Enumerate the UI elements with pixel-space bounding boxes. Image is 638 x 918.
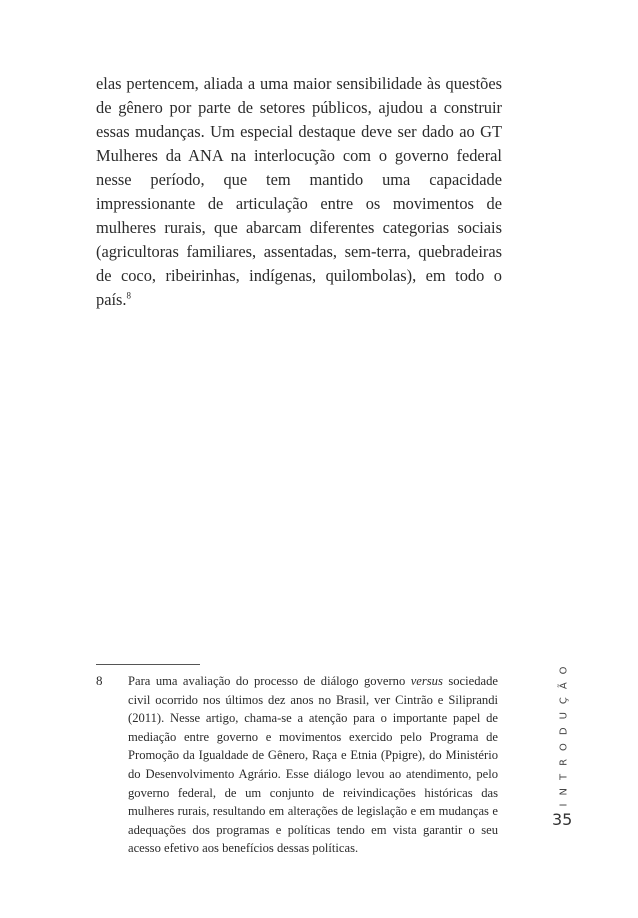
section-label [557, 656, 571, 808]
footnote-text-part-1: Para uma avaliação do processo de diálogo governo [128, 674, 411, 688]
footnote [96, 672, 498, 858]
footnote-number: 8 [96, 673, 103, 688]
footnote-text-part-2: sociedade civil ocorrido nos últimos dez anos no Brasil, ver Cintrão e Siliprandi (2011). Nesse artigo, chama-se a atenção para o importante papel de mediação entre governo e movimentos exercido pelo Programa de Promoção da Igualdade de Gênero, Raça e Etnia (Ppigre), do Ministério do Desenvolvimento Agrário. Esse diálogo levou ao atendimento, pelo governo federal, de um conjunto de reivindicações históricas das mulheres rurais, resultando em alterações de legislação e em mudanças e adequações dos programas e políticas tendo em vista garantir o seu acesso efetivo aos benefícios dessas políticas. [128, 674, 498, 856]
body-paragraph [96, 72, 502, 312]
section-label-text: INTRODUÇÃO [558, 658, 570, 806]
page-number: 35 [552, 810, 573, 829]
footnote-divider [96, 664, 200, 665]
body-text: elas pertencem, aliada a uma maior sensibilidade às questões de gênero por parte de setores públicos, ajudou a construir essas mudanças. Um especial destaque deve ser dado ao GT Mulheres da ANA na interlocução com o governo federal nesse período, que tem mantido uma capacidade impressionante de articulação entre os movimentos de mulheres rurais, que abarcam diferentes categorias sociais (agricultoras familiares, assentadas, sem-terra, quebradeiras de coco, ribeirinhas, indígenas, quilombolas), em todo o país. [96, 74, 502, 309]
footnote-text-italic: versus [410, 674, 443, 688]
footnote-text [128, 672, 498, 858]
footnote-reference[interactable]: 8 [126, 290, 132, 301]
